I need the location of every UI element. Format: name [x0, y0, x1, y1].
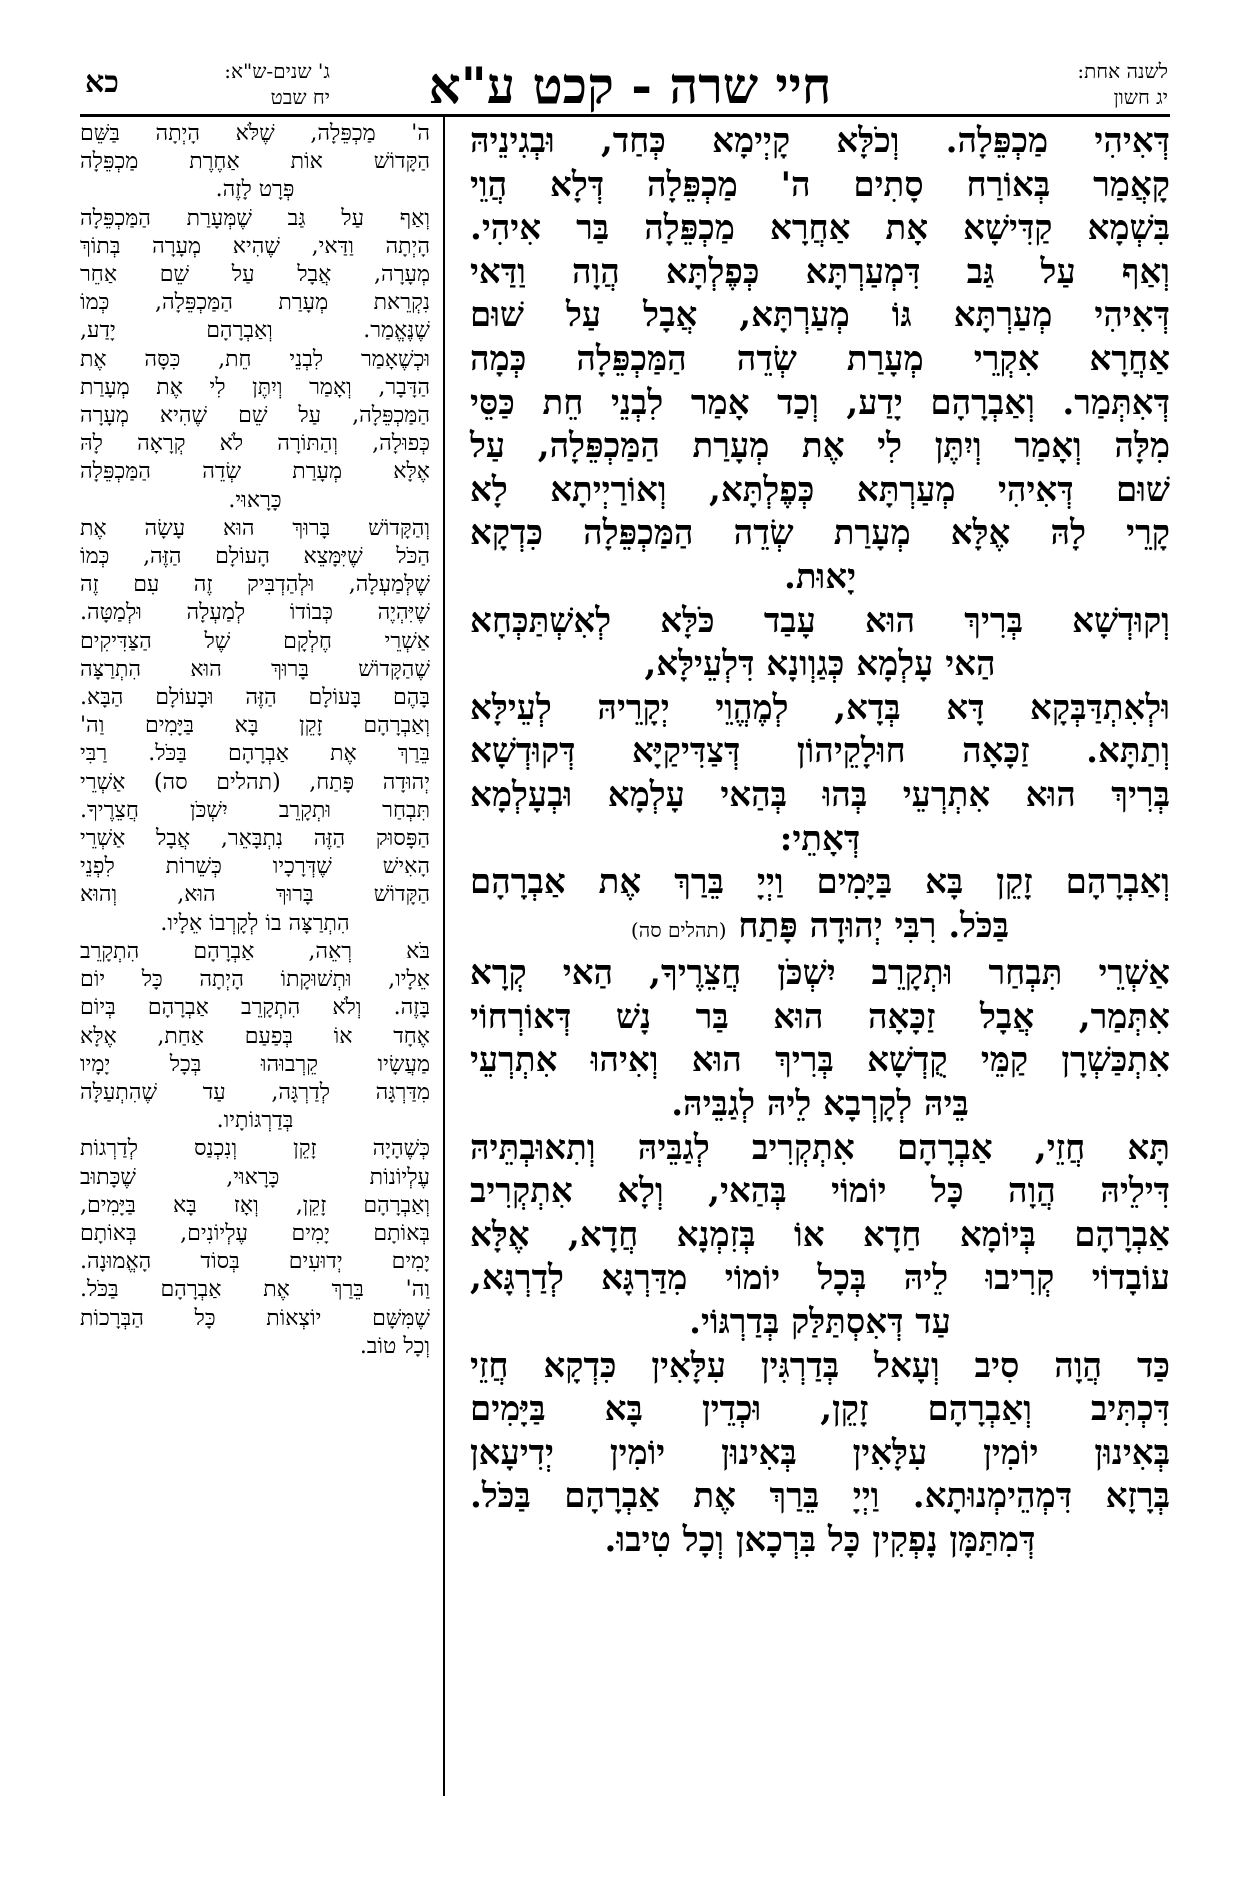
- commentary-line: בֵּרַךְ אֶת אַבְרָהָם בַּכֹּל. רַבִּי: [80, 741, 430, 767]
- commentary-line: וַה' בֵּרַךְ אֶת אַבְרָהָם בַּכֹּל.: [80, 1277, 430, 1303]
- commentary-line: אֶלָּא מְעָרַת שְׂדֵה הַמַּכְפֵּלָה: [80, 459, 430, 485]
- commentary-line: בְּדַרְגּוֹתָיו.: [216, 1108, 294, 1134]
- commentary-line: הַקָּדוֹשׁ בָּרוּךְ הוּא, וְהוּא: [80, 882, 430, 908]
- main-line: וְתַתָּא. זַכָּאָה חוּלָקֵיהוֹן דְּצַדִּיקַיָּא דְּקוּדְשָׁא: [470, 731, 1170, 772]
- commentary-line: מַעֲשָׂיו קֵרְבוּהוּ בְּכָל יָמָיו: [80, 1051, 430, 1077]
- header-right-line2: יג חשון: [1113, 85, 1168, 109]
- commentary-line: בָּזֶה. וְלֹא הִתְקָרֵב אַבְרָהָם בְּיוֹם: [80, 995, 430, 1021]
- commentary-line: בְּאוֹתָם יָמִים עֶלְיוֹנִים, בְּאוֹתָם: [80, 1220, 430, 1246]
- commentary-line: שֶׁלְּמַעְלָה, וּלְהַדְבִּיק זֶה עִם זֶה: [80, 572, 430, 598]
- commentary-line: וּכְשֶׁאָמַר לִבְנֵי חֵת, כִּסָּה אֶת: [80, 346, 430, 372]
- main-line: בְּרִיךְ הוּא אִתְרְעֵי בְּהוּ בְּהַאי עָלְמָא וּבְעָלְמָא: [470, 774, 1170, 815]
- main-line: קָרֵי לָהּ אֶלָּא מְעָרַת שְׂדֵה הַמַּכְפֵּלָה כִּדְקָא: [470, 513, 1170, 554]
- commentary-line: ה' מַכְפֵּלָה, שֶׁלֹּא הָיְתָה בַּשֵּׁם: [80, 121, 430, 146]
- commentary-line: וְכָל טוֹב.: [359, 1333, 430, 1359]
- header-right-dates: [960, 58, 1168, 112]
- main-line: אַחֲרָא אִקְרֵי מְעָרַת שְׂדֵה הַמַּכְפֵּלָה כְּמָה: [470, 338, 1170, 379]
- commentary-line: שֶׁהַקָּדוֹשׁ בָּרוּךְ הוּא הִתְרַצָּה: [80, 656, 430, 682]
- main-line: בִּשְׁמָא קַדִּישָׁא אָת אַחֲרָא מַכְפֵּלָה בַּר אִיהִי.: [470, 208, 1170, 249]
- main-line: דִּילֵיהּ הֲוָה כָּל יוֹמוֹי בְּהַאי, וְלָא אִתְקְרִיב: [470, 1171, 1170, 1212]
- commentary-line: פְּרָט לָזֶה.: [215, 177, 295, 203]
- commentary-line: כְּשֶׁהָיָה זָקֵן וְנִכְנַס לְדַרְגוֹת: [80, 1136, 430, 1162]
- commentary-line: וְהַקָּדוֹשׁ בָּרוּךְ הוּא עָשָׂה אֶת: [80, 515, 430, 541]
- commentary-line: הָיְתָה וַדַּאי, שֶׁהִיא מְעָרָה בְּתוֹךְ: [80, 233, 430, 259]
- header-left-dates: [140, 58, 330, 112]
- main-line: שׁוּם דְּאִיהִי מְעַרְתָּא כְּפֶלְתָּא, וְאוֹרַיְיתָא לָא: [470, 469, 1170, 510]
- commentary-line: הָאִישׁ שֶׁדְּרָכָיו כְּשֵׁרוֹת לִפְנֵי: [80, 854, 430, 880]
- commentary-line: הַדָּבָר, וְאָמַר וְיִתֶּן לִי אֶת מְעָרַת: [80, 374, 430, 400]
- commentary-line: וְאַבְרָהָם זָקֵן בָּא בַּיָּמִים וַה': [80, 713, 430, 739]
- commentary-line: נִקְרֵאת מְעָרַת הַמַּכְפֵּלָה, כְּמוֹ: [80, 290, 430, 316]
- main-line: בְּאִינוּן יוֹמִין עִלָּאִין בְּאִינוּן יוֹמִין יְדִיעָאן: [470, 1432, 1170, 1473]
- commentary-line: שֶׁמִּשָּׁם יוֹצְאוֹת כָּל הַבְּרָכוֹת: [80, 1305, 430, 1331]
- main-line: דְּמִתַּמָּן נָפְקִין כָּל בִּרְכָאן וְכָל טִיבוּ.: [604, 1520, 1036, 1560]
- commentary-line: וְאַף עַל גַּב שֶׁמְּעָרַת הַמַּכְפֵּלָה: [80, 205, 430, 231]
- commentary-line: אֶחָד אוֹ בְּפַעַם אַחַת, אֶלָּא: [80, 1023, 430, 1049]
- commentary-line: הַכֹּל שֶׁיִּמָּצֵא הָעוֹלָם הַזֶּה, כְּמוֹ: [80, 544, 430, 570]
- commentary-line: הַפָּסוּק הַזֶּה נִתְבָּאֵר, אֲבָל אַשְׁרֵי: [80, 826, 430, 852]
- main-line-with-ref: [470, 905, 1170, 953]
- main-line: הַאי עָלְמָא כְּגַוְונָא דִּלְעֵילָּא,: [644, 644, 996, 685]
- commentary-line: כְּפוּלָה, וְהַתּוֹרָה לֹא קְרָאָה לָהּ: [80, 431, 430, 457]
- main-line: דְּאִיהִי מְעַרְתָּא גּוֹ מְעַרְתָּא, אֲבָל עַל שׁוּם: [470, 295, 1170, 336]
- main-line: אִתְכַּשְׁרָן קַמֵּי קֻדְשָׁא בְּרִיךְ הוּא וְאִיהוּ אִתְרְעֵי: [470, 1040, 1170, 1081]
- commentary-line: עֶלְיוֹנוֹת כָּרָאוּי, שֶׁכָּתוּב: [80, 1164, 430, 1190]
- main-line: וְאַף עַל גַּב דִּמְעַרְתָּא כְּפֶלְתָּא הֲוָה וַדַּאי: [470, 251, 1170, 292]
- commentary-line: יָמִים יְדוּעִים בְּסוֹד הָאֱמוּנָה.: [80, 1249, 430, 1275]
- main-line: דְּאִיהִי מַכְפֵּלָה. וְכֹלָּא קָיְימָא כְּחַד, וּבְגִינֵיהּ: [470, 121, 1170, 161]
- main-line: וְאַבְרָהָם זָקֵן בָּא בַּיָּמִים וַיְיָ בֵּרַךְ אֶת אַבְרָהָם: [470, 862, 1170, 903]
- main-line: דִּכְתִּיב וְאַבְרָהָם זָקֵן, וּכְדֵין בָּא בַּיָּמִים: [470, 1389, 1170, 1430]
- commentary-line: יְהוּדָה פָּתַח, (תהלים סה) אַשְׁרֵי: [80, 769, 430, 795]
- header-rule: [80, 114, 1170, 117]
- commentary-line: הַקָּדוֹשׁ אוֹת אַחֶרֶת מַכְפֵּלָה: [80, 149, 430, 175]
- header-right-line1: לשנה אחת:: [1077, 59, 1168, 83]
- commentary-column: [80, 120, 430, 1361]
- main-line: בֵּיהּ לְקָרְבָא לֵיהּ לְגַבֵּיהּ.: [671, 1084, 969, 1125]
- header-left-line2: יח שבט: [270, 85, 330, 109]
- commentary-line: הַמַּכְפֵּלָה, עַל שֵׁם שֶׁהִיא מְעָרָה: [80, 403, 430, 429]
- main-line: וּלְאִתְדַּבְּקָא דָּא בְּדָא, לְמֶהֱוֵי יְקָרֵיהּ לְעֵילָּא: [470, 687, 1170, 728]
- main-line: כַּד הֲוָה סִיב וְעָאל בְּדַרְגִּין עִלָּאִין כִּדְקָא חֲזֵי: [470, 1345, 1170, 1386]
- main-line: אִתְּמַר, אֲבָל זַכָּאָה הוּא בַּר נָשׁ דְּאוֹרְחוֹי: [470, 996, 1170, 1037]
- commentary-line: מִדַּרְגָּה לְדַרְגָּה, עַד שֶׁהִתְעַלָּה: [80, 1079, 430, 1105]
- commentary-line: וְאַבְרָהָם זָקֵן, וְאָז בָּא בַּיָּמִים,: [80, 1192, 430, 1218]
- main-line: תָּא חֲזֵי, אַבְרָהָם אִתְקְרִיב לְגַבֵּיהּ וְתִאוּבְתֵּיהּ: [470, 1127, 1170, 1168]
- commentary-line: תִּבְחַר וּתְקָרֵב יִשְׁכֹּן חֲצֵרֶיךָ.: [80, 797, 430, 823]
- main-line: עַד דְּאִסְתַּלַּק בְּדַרְגּוֹי.: [689, 1302, 951, 1343]
- source-reference: (תהלים סה): [630, 917, 727, 942]
- commentary-line: בָּהֶם בָּעוֹלָם הַזֶּה וּבָעוֹלָם הַבָּא.: [80, 685, 430, 711]
- main-line: דְּאִתְּמַר. וְאַבְרָהָם יָדַע, וְכַד אָמַר לִבְנֵי חֵת כַּסֵּי: [470, 382, 1170, 423]
- column-divider: [443, 116, 445, 1796]
- commentary-line: מְעָרָה, אֲבָל עַל שֵׁם אַחֵר: [80, 262, 430, 288]
- commentary-line: כָּרָאוּי.: [228, 487, 282, 513]
- main-line: עוֹבָדוֹי קְרִיבוּ לֵיהּ בְּכָל יוֹמוֹי מִדַּרְגָּא לְדַרְגָּא,: [470, 1258, 1170, 1299]
- main-line: אַבְרָהָם בְּיוֹמָא חַדָא אוֹ בְּזִמְנָא חֲדָא, אֶלָּא: [470, 1214, 1170, 1255]
- page-number: כא: [85, 65, 119, 100]
- commentary-line: שֶׁיִּהְיֶה כְּבוֹדוֹ לְמַעְלָה וּלְמַטָּה.: [80, 600, 430, 626]
- main-line: יָאוּת.: [783, 556, 857, 597]
- main-line: אַשְׁרֵי תִּבְחַר וּתְקָרֵב יִשְׁכֹּן חֲצֵרֶיךָ, הַאי קְרָא: [470, 953, 1170, 994]
- main-line: דְּאָתֵי:: [779, 818, 861, 859]
- header-left-line1: ג' שנים-ש"א:: [224, 59, 330, 83]
- commentary-line: אַשְׁרֵי חֶלְקָם שֶׁל הַצַּדִּיקִים: [80, 628, 430, 654]
- commentary-line: שֶׁנֶּאֱמַר. וְאַבְרָהָם יָדַע,: [80, 318, 430, 344]
- main-line: בְּרָזָא דִּמְהֵימְנוּתָא. וַיְיָ בֵּרַךְ אֶת אַבְרָהָם בַּכֹּל.: [470, 1476, 1170, 1517]
- main-line: מִלָּה וְאָמַר וְיִתֶּן לִי אֶת מְעָרַת הַמַּכְפֵּלָה, עַל: [470, 426, 1170, 467]
- commentary-line: הִתְרַצָּה בוֹ לְקָרְבוֹ אֵלָיו.: [160, 910, 350, 936]
- main-line: וְקוּדְשָׁא בְּרִיךְ הוּא עָבַד כֹּלָּא לְאִשְׁתַּכְּחָא: [470, 600, 1170, 641]
- main-line: קָאֲמַר בְּאוֹרַח סָתִים ה' מַכְפֵּלָה דְּלָא הֲוֵי: [470, 164, 1170, 205]
- page-title: חיי שרה - קכט ע"א: [428, 56, 832, 115]
- main-line: בַּכֹּל. רִבִּי יְהוּדָה פָּתַח: [738, 905, 1010, 946]
- main-text-column: [470, 120, 1170, 1563]
- commentary-line: אֵלָיו, וּתְשׁוּקָתוֹ הָיְתָה כָּל יוֹם: [80, 967, 430, 993]
- commentary-line: בֹּא רְאֵה, אַבְרָהָם הִתְקָרֵב: [80, 938, 430, 964]
